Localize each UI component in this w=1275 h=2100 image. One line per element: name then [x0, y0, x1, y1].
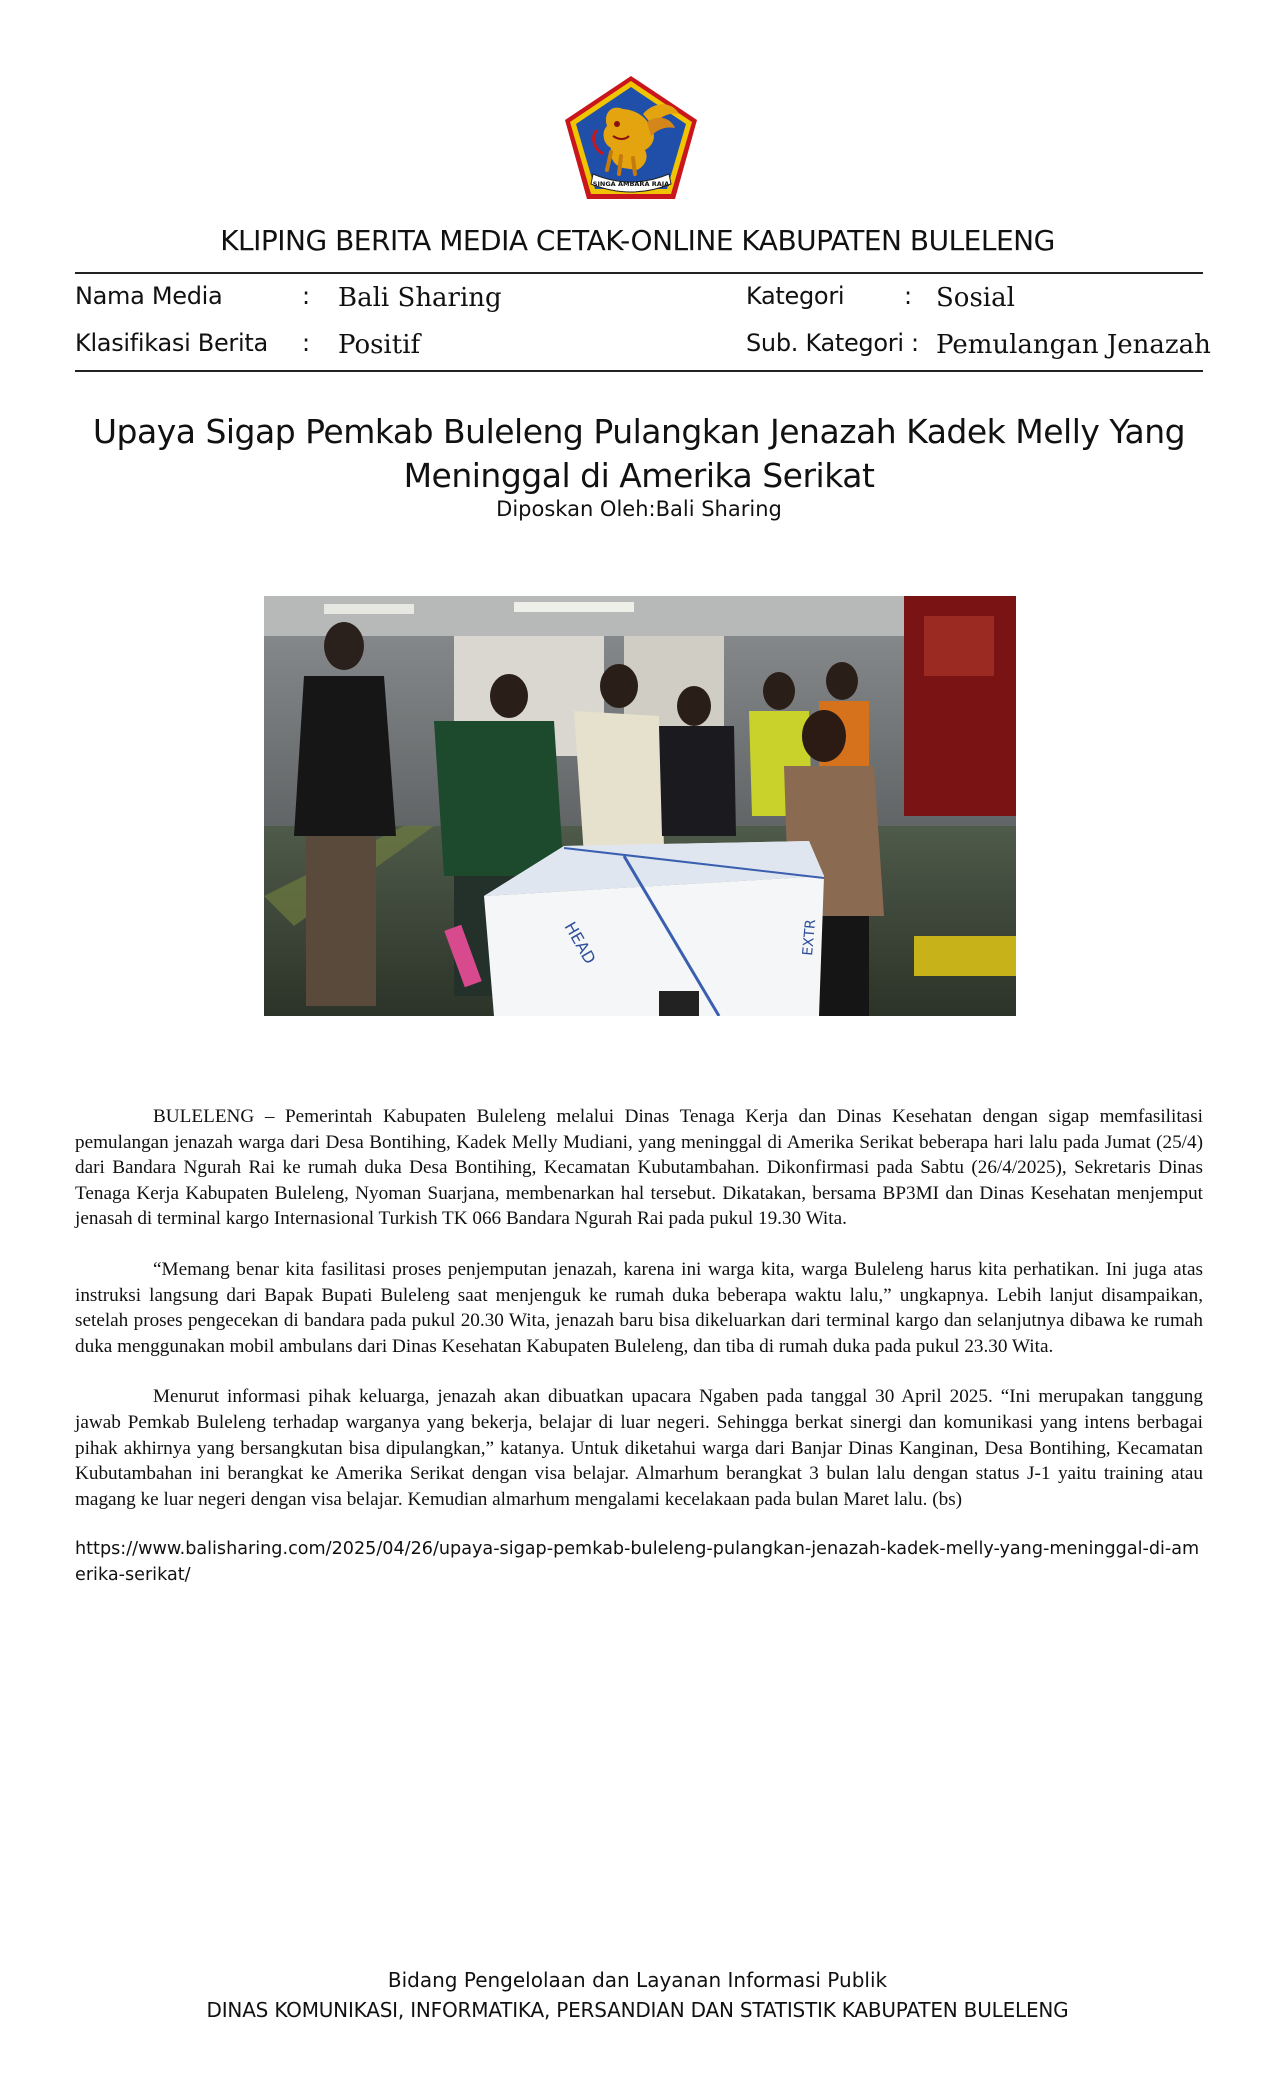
article-paragraph-1: BULELENG – Pemerintah Kabupaten Buleleng melalui Dinas Tenaga Kerja dan Dinas Kesehatan dengan sigap memfasilitasi pemulangan jenazah warga dari Desa Bontihing, Kadek Melly Mudiani, yang meninggal di Amerika Serikat beberapa hari lalu pada Jumat (25/4) dari Bandara Ngurah Rai ke rumah duka Desa Bontihing, Kecamatan Kubutambahan. Dikonfirmasi pada Sabtu (26/4/2025), Sekretaris Dinas Tenaga Kerja Kabupaten Buleleng, Nyoman Suarjana, membenarkan hal tersebut. Dikatakan, bersama BP3MI dan Dinas Kesehatan menjemput jenasah di terminal kargo Internasional Turkish TK 066 Bandara Ngurah Rai pada pukul 19.30 Wita. — [75, 1106, 1203, 1230]
masthead-title: KLIPING BERITA MEDIA CETAK-ONLINE KABUPATEN BULELENG — [220, 224, 1055, 257]
sub-kategori-label: Sub. Kategori : — [746, 329, 919, 357]
nama-media-colon: : — [302, 282, 311, 310]
article-paragraph-3: Menurut informasi pihak keluarga, jenazah akan dibuatkan upacara Ngaben pada tanggal 30 April 2025. “Ini merupakan tanggung jawab Pemkab Buleleng terhadap warganya yang bekerja, belajar di luar negeri. Sehingga berkat sinergi dan komunikasi yang intens berbagai pihak akhirnya yang bersangkutan bisa dipulangkan,” katanya. Untuk diketahui warga dari Banjar Dinas Kanginan, Desa Bontihing, Kecamatan Kubutambahan ini berangkat ke Amerika Serikat dengan visa belajar. Almarhum berangkat 3 bulan lalu dengan status J-1 yaitu training atau magang ke luar negeri dengan visa belajar. Kemudian almarhum mengalami kecelakaan pada bulan Maret lalu. (bs) — [75, 1386, 1203, 1510]
box-side-label: EXTR — [800, 918, 820, 957]
news-photo — [264, 596, 1016, 1016]
sub-kategori-value: Pemulangan Jenazah — [936, 330, 1211, 360]
klasifikasi-colon: : — [302, 329, 311, 357]
klasifikasi-label: Klasifikasi Berita — [75, 329, 268, 357]
klasifikasi-value: Positif — [338, 330, 421, 360]
article-paragraph-2: “Memang benar kita fasilitasi proses penjemputan jenazah, karena ini warga kita, warga Buleleng harus kita perhatikan. Ini juga atas instruksi langsung dari Bapak Bupati Buleleng saat menjenguk ke rumah duka beberapa waktu lalu,” ungkapnya. Lebih lanjut disampaikan, setelah proses pengecekan di bandara pada pukul 20.30 Wita, jenazah baru bisa dikeluarkan dari terminal kargo dan selanjutnya dibawa ke rumah duka menggunakan mobil ambulans dari Dinas Kesehatan Kabupaten Buleleng, dan tiba di rumah duka pada pukul 23.30 Wita. — [75, 1258, 1203, 1357]
kategori-value: Sosial — [936, 283, 1015, 313]
source-url-link[interactable]: https://www.balisharing.com/2025/04/26/upaya-sigap-pemkab-buleleng-pulangkan-jenazah-kadek-melly-yang-meninggal-di-amerika-serikat/ — [75, 1539, 1200, 1585]
kategori-label: Kategori — [746, 282, 845, 310]
article-headline — [75, 410, 1203, 498]
header-rule-top — [75, 272, 1203, 274]
header-rule-bottom — [75, 370, 1203, 372]
headline-line-2: Meninggal di Amerika Serikat — [403, 456, 875, 495]
article-body — [75, 1104, 1203, 1614]
kategori-colon: : — [904, 282, 913, 310]
footer-agency: DINAS KOMUNIKASI, INFORMATIKA, PERSANDIAN DAN STATISTIK KABUPATEN BULELENG — [206, 1998, 1069, 2022]
article-byline: Diposkan Oleh:Bali Sharing — [496, 497, 782, 521]
headline-line-1: Upaya Sigap Pemkab Buleleng Pulangkan Jenazah Kadek Melly Yang — [92, 412, 1186, 451]
nama-media-label: Nama Media — [75, 282, 223, 310]
singa-ambara-raja-emblem-icon — [563, 74, 699, 201]
logo-motto: SINGA AMBARA RAJA — [592, 180, 670, 188]
nama-media-value: Bali Sharing — [338, 283, 502, 313]
box-head-label: HEAD — [560, 918, 600, 968]
footer-division: Bidang Pengelolaan dan Layanan Informasi Publik — [387, 1968, 888, 1992]
